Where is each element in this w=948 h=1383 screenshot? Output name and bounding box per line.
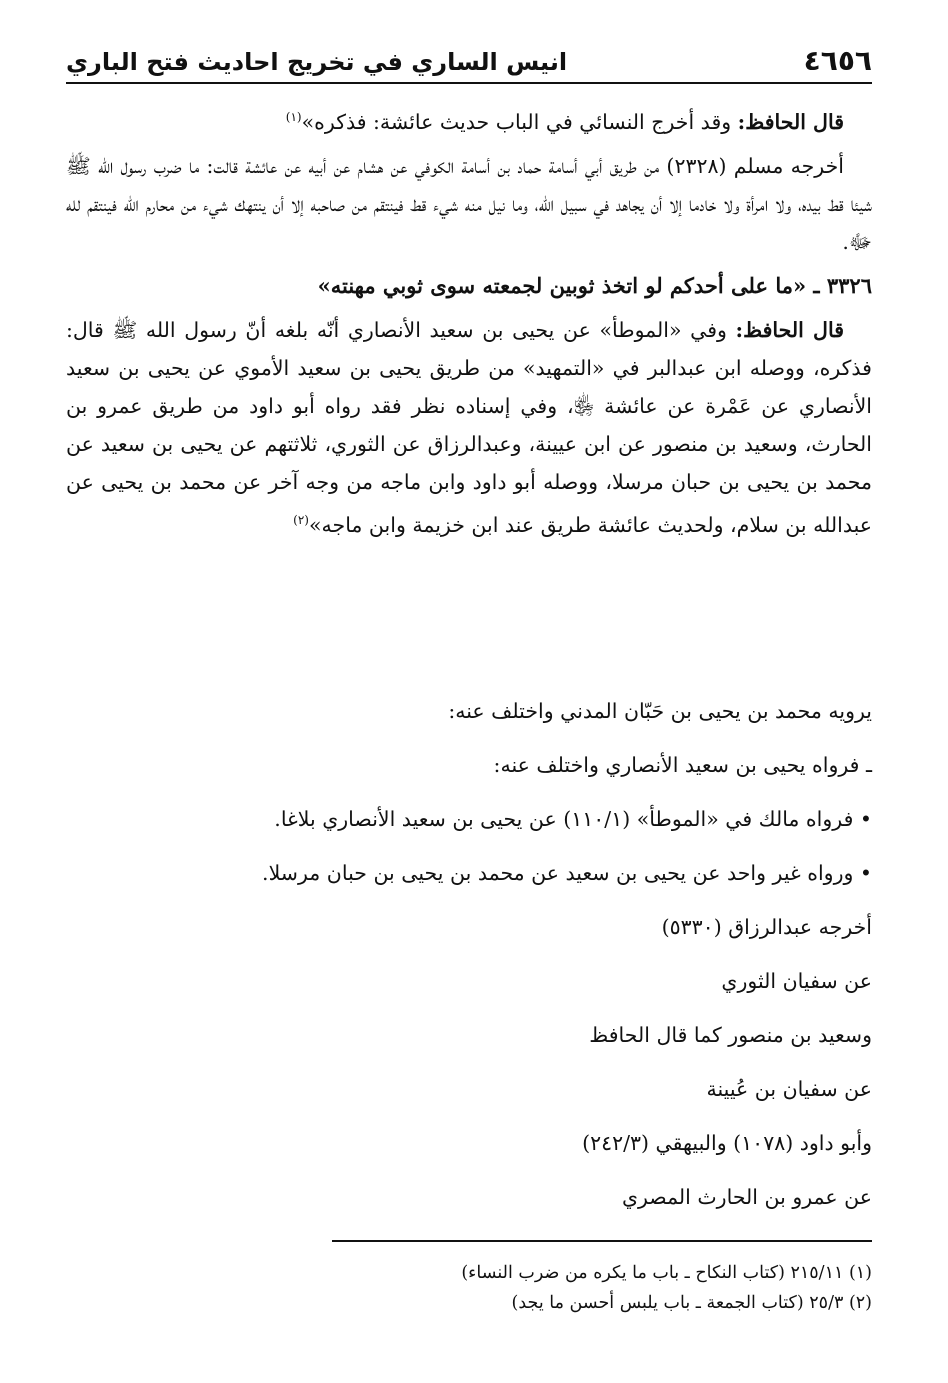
paragraph-hafiz-1	[66, 98, 872, 141]
footnote-ref: (١)	[285, 110, 302, 124]
paragraph-hafiz-2	[66, 311, 872, 544]
footnote-ref: (٢)	[293, 512, 309, 527]
list-line: وسعيد بن منصور كما قال الحافظ	[589, 1023, 872, 1047]
list-line: يرويه محمد بن يحيى بن حَبّان المدني واختلف عنه:	[448, 699, 872, 723]
hadith-title: ٣٣٢٦ ـ «ما على أحدكم لو اتخذ ثوبين لجمعته سوى ثوبي مهنته»	[317, 272, 872, 298]
paragraph-text: وقد أخرج النسائي في الباب حديث عائشة: فذكره»	[301, 109, 738, 134]
footnote: (١) ٢١٥/١١ (كتاب النكاح ـ باب ما يكره من ضرب النساء)	[461, 1263, 872, 1283]
speaker-label: قال الحافظ:	[737, 109, 844, 134]
list-line: أخرجه عبدالرزاق (٥٣٣٠)	[661, 915, 872, 939]
list-line: ـ فرواه يحيى بن سعيد الأنصاري واختلف عنه:	[493, 753, 872, 777]
list-line: عن سفيان بن عُيينة	[706, 1077, 872, 1101]
list-line: عن عمرو بن الحارث المصري	[621, 1185, 872, 1209]
paragraph-text: وفي «الموطأ» عن يحيى بن سعيد الأنصاري أنّه بلغه أنّ رسول الله ﷺ قال: فذكره، ووصله ابن عبدالبر في «التمهيد» من طريق يحيى بن سعيد الأموي عن يحيى بن سعيد الأنصاري عن عَمْرة عن عائشة ﵂، وفي إسناده نظر فقد رواه أبو داود من طريق عمرو بن الحارث، وسعيد بن منصور عن ابن عيينة، وعبدالرزاق عن الثوري، ثلاثتهم عن يحيى بن سعيد عن محمد بن يحيى بن حبان مرسلا، ووصله أبو داود وابن ماجه من وجه آخر عن محمد بن يحيى عن عبدالله بن سلام، ولحديث عائشة طريق عند ابن خزيمة وابن ماجه»	[66, 317, 872, 537]
list-line: وأبو داود (١٠٧٨) والبيهقي (٢٤٢/٣)	[582, 1131, 872, 1155]
page-number: ٤٦٥٦	[803, 44, 872, 77]
speaker-label: قال الحافظ:	[735, 317, 844, 342]
paragraph-takhrij: أخرجه مسلم (٢٣٢٨) من طريق أبي أسامة حماد بن أسامة الكوفي عن هشام عن أبيه عن عائشة قالت: ما ضرب رسول الله ﷺ شيئا قط بيده، ولا امرأة ولا خادما إلا أن يجاهد في سبيل الله، وما نيل منه شيء قط فينتقم من صاحبه إلا أن ينتهك شيء من محارم الله فينتقم لله ﷻ.	[66, 153, 872, 254]
footnotes	[332, 1240, 872, 1318]
list-item: • فرواه مالك في «الموطأ» (١١٠/١) عن يحيى بن سعيد الأنصاري بلاغا.	[112, 792, 872, 846]
page-header	[66, 40, 872, 84]
list-line: عن سفيان الثوري	[721, 969, 872, 993]
running-title: انيس الساري في تخريج احاديث فتح الباري	[66, 48, 568, 76]
list-item: • ورواه غير واحد عن يحيى بن سعيد عن محمد بن يحيى بن حبان مرسلا.	[112, 846, 872, 900]
footnote: (٢) ٢٥/٣ (كتاب الجمعة ـ باب يلبس أحسن ما يجد)	[511, 1293, 872, 1313]
isnad-list	[112, 684, 872, 1224]
main-text	[66, 98, 872, 550]
